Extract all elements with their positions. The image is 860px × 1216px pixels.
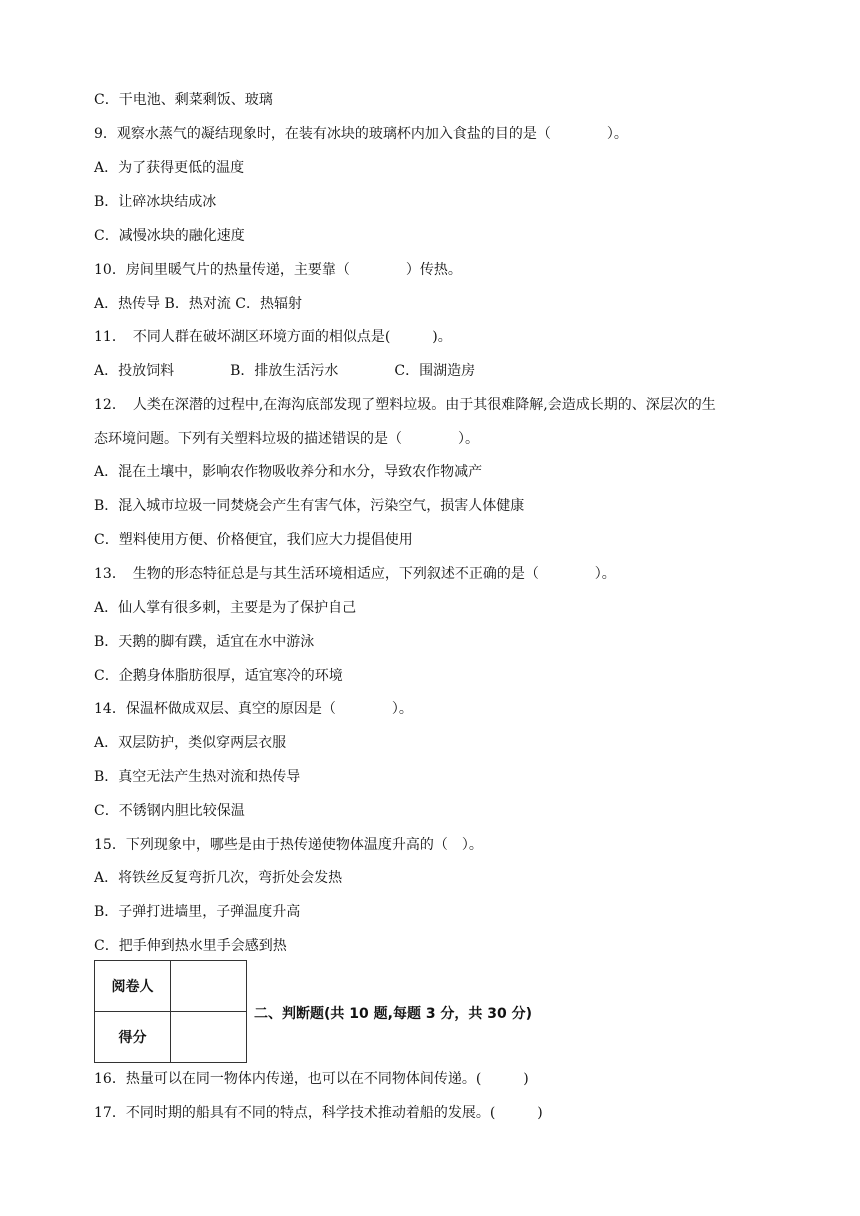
option-12a: A．混在土壤中，影响农作物吸收养分和水分，导致农作物减产 — [94, 464, 483, 480]
section-title: 二、判断题(共 10 题,每题 3 分，共 30 分) — [254, 1006, 533, 1022]
option-13b: B．天鹅的脚有蹼，适宜在水中游泳 — [94, 634, 315, 650]
options-11: A．投放饲料 B．排放生活污水 C．围湖造房 — [94, 363, 476, 379]
option-14c: C．不锈钢内胆比较保温 — [94, 803, 245, 819]
option-9c: C．减慢冰块的融化速度 — [94, 228, 245, 244]
question-17: 17．不同时期的船具有不同的特点，科学技术推动着船的发展。( ) — [94, 1105, 543, 1121]
option-14b: B．真空无法产生热对流和热传导 — [94, 769, 301, 785]
question-9: 9．观察水蒸气的凝结现象时，在装有冰块的玻璃杯内加入食盐的目的是（ ）。 — [94, 126, 628, 142]
option-15a: A．将铁丝反复弯折几次，弯折处会发热 — [94, 870, 343, 886]
option-9b: B．让碎冰块结成冰 — [94, 194, 217, 210]
option-8c: C．干电池、剩菜剩饭、玻璃 — [94, 92, 273, 108]
option-13c: C．企鹅身体脂肪很厚，适宜寒冷的环境 — [94, 668, 343, 684]
option-13a: A．仙人掌有很多刺，主要是为了保护自己 — [94, 600, 357, 616]
question-11: 11． 不同人群在破坏湖区环境方面的相似点是( )。 — [94, 329, 452, 345]
options-10: A．热传导 B．热对流 C．热辐射 — [94, 296, 303, 312]
option-12c: C．塑料使用方便、价格便宜，我们应大力提倡使用 — [94, 532, 413, 548]
question-12-line-2: 态环境问题。下列有关塑料垃圾的描述错误的是（ ）。 — [94, 431, 479, 447]
score-label: 得分 — [95, 1012, 171, 1063]
reviewer-cell[interactable] — [171, 961, 247, 1012]
option-14a: A．双层防护，类似穿两层衣服 — [94, 735, 287, 751]
question-16: 16．热量可以在同一物体内传递，也可以在不同物体间传递。( ) — [94, 1071, 529, 1087]
reviewer-label: 阅卷人 — [95, 961, 171, 1012]
option-15b: B．子弹打进墙里，子弹温度升高 — [94, 904, 301, 920]
question-13: 13． 生物的形态特征总是与其生活环境相适应，下列叙述不正确的是（ ）。 — [94, 566, 616, 582]
option-15c: C．把手伸到热水里手会感到热 — [94, 938, 287, 954]
option-12b: B．混入城市垃圾一同焚烧会产生有害气体，污染空气，损害人体健康 — [94, 498, 525, 514]
question-10: 10．房间里暖气片的热量传递，主要靠（ ）传热。 — [94, 262, 462, 278]
score-table — [94, 960, 247, 1063]
score-cell[interactable] — [171, 1012, 247, 1063]
question-14: 14．保温杯做成双层、真空的原因是（ ）。 — [94, 701, 413, 717]
question-12-line-1: 12． 人类在深潜的过程中,在海沟底部发现了塑料垃圾。由于其很难降解,会造成长期的、深层次的生 — [94, 397, 716, 413]
question-15: 15．下列现象中，哪些是由于热传递使物体温度升高的（ ）。 — [94, 837, 483, 853]
option-9a: A．为了获得更低的温度 — [94, 160, 245, 176]
